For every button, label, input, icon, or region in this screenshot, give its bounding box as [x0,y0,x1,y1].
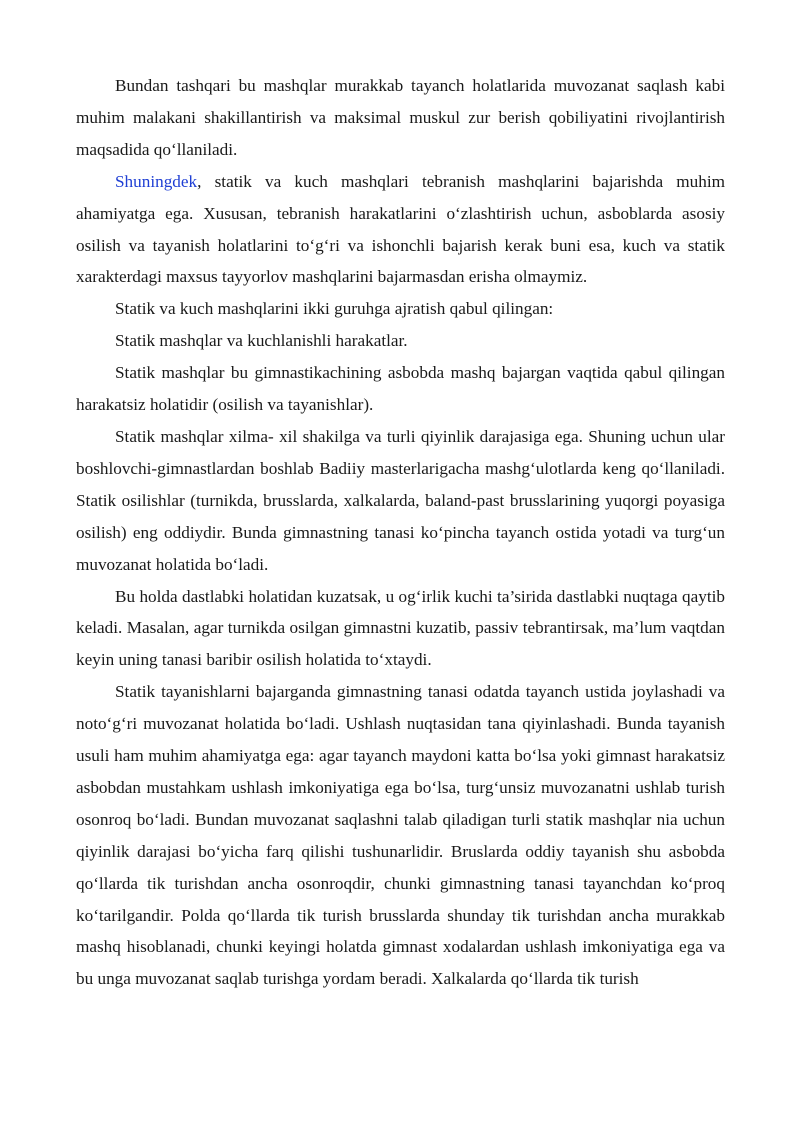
paragraph: Bundan tashqari bu mashqlar murakkab tayanch holatlarida muvozanat saqlash kabi muhim malakani shakillantirish va maksimal muskul zur berish qobiliyatini rivojlantirish maqsadida qo‘llaniladi. [76,76,725,159]
paragraph: Statik mashqlar xilma- xil shakilga va turli qiyinlik darajasiga ega. Shuning uchun ular boshlovchi-gimnastlardan boshlab Badiiy masterlarigacha mashg‘ulotlarda keng qo‘llaniladi. Statik osilishlar (turnikda, brusslarda, xalkalarda, baland-past brusslarining yuqorgi poyasiga osilish) eng oddiydir. Bunda gimnastning tanasi ko‘pincha tayanch ostida yotadi va turg‘un muvozanat holatida bo‘ladi. [76,426,725,574]
paragraph: Statik va kuch mashqlarini ikki guruhga ajratish qabul qilingan: [115,299,554,319]
paragraph: Statik mashqlar bu gimnastikachining asbobda mashq bajargan vaqtida qabul qilingan harakatsiz holatidir (osilish va tayanishlar). [76,363,725,415]
paragraph [76,166,725,294]
paragraph: Statik mashqlar va kuchlanishli harakatlar. [115,331,408,351]
paragraph: Statik tayanishlarni bajarganda gimnastning tanasi odatda tayanch ustida joylashadi va noto‘g‘ri muvozanat holatida bo‘ladi. Ushlash nuqtasidan tana qiyinlashadi. Bunda tayanish usuli ham muhim ahamiyatga ega: agar tayanch maydoni katta bo‘lsa yoki gimnast harakatsiz asbobdan mustahkam ushlash imkoniyatiga ega bo‘lsa, turg‘unsiz muvozanatni ushlab turish osonroq bo‘ladi. Bundan muvozanat saqlashni talab qiladigan turli statik mashqlar nia uchun qiyinlik darajasi bo‘yicha farq qilishi tushunarlidir. Bruslarda oddiy tayanish shu asbobda qo‘llarda tik turishdan ancha osonroqdir, chunki gimnastning tanasi tayanchdan ko‘proq ko‘tarilgandir. Polda qo‘llarda tik turish brusslarda shunday tik turishdan ancha murakkab mashq hisoblanadi, chunki keyingi holatda gimnast xodalardan ushlash imkoniyatiga ega va bu unga muvozanat saqlab turishga yordam beradi. Xalkalarda qo‘llarda tik turish [76,682,725,989]
hyperlink-shuningdek[interactable]: Shuningdek [115,171,198,191]
document-page [76,70,725,995]
paragraph: Bu holda dastlabki holatidan kuzatsak, u og‘irlik kuchi ta’sirida dastlabki nuqtaga qaytib keladi. Masalan, agar turnikda osilgan gimnastni kuzatib, passiv tebrantirsak, ma’lum vaqtdan keyin uning tanasi baribir osilish holatida to‘xtaydi. [76,586,725,670]
paragraph-text: , statik va kuch mashqlari tebranish mashqlarini bajarishda muhim ahamiyatga ega. Xususan, tebranish harakatlarini o‘zlashtirish uchun, asboblarda asosiy osilish va tayanish holatlarini to‘g‘ri va ishonchli bajarish kerak buni esa, kuch va statik xarakterdagi maxsus tayyorlov mashqlarini bajarmasdan erisha olmaymiz. [76,171,725,287]
